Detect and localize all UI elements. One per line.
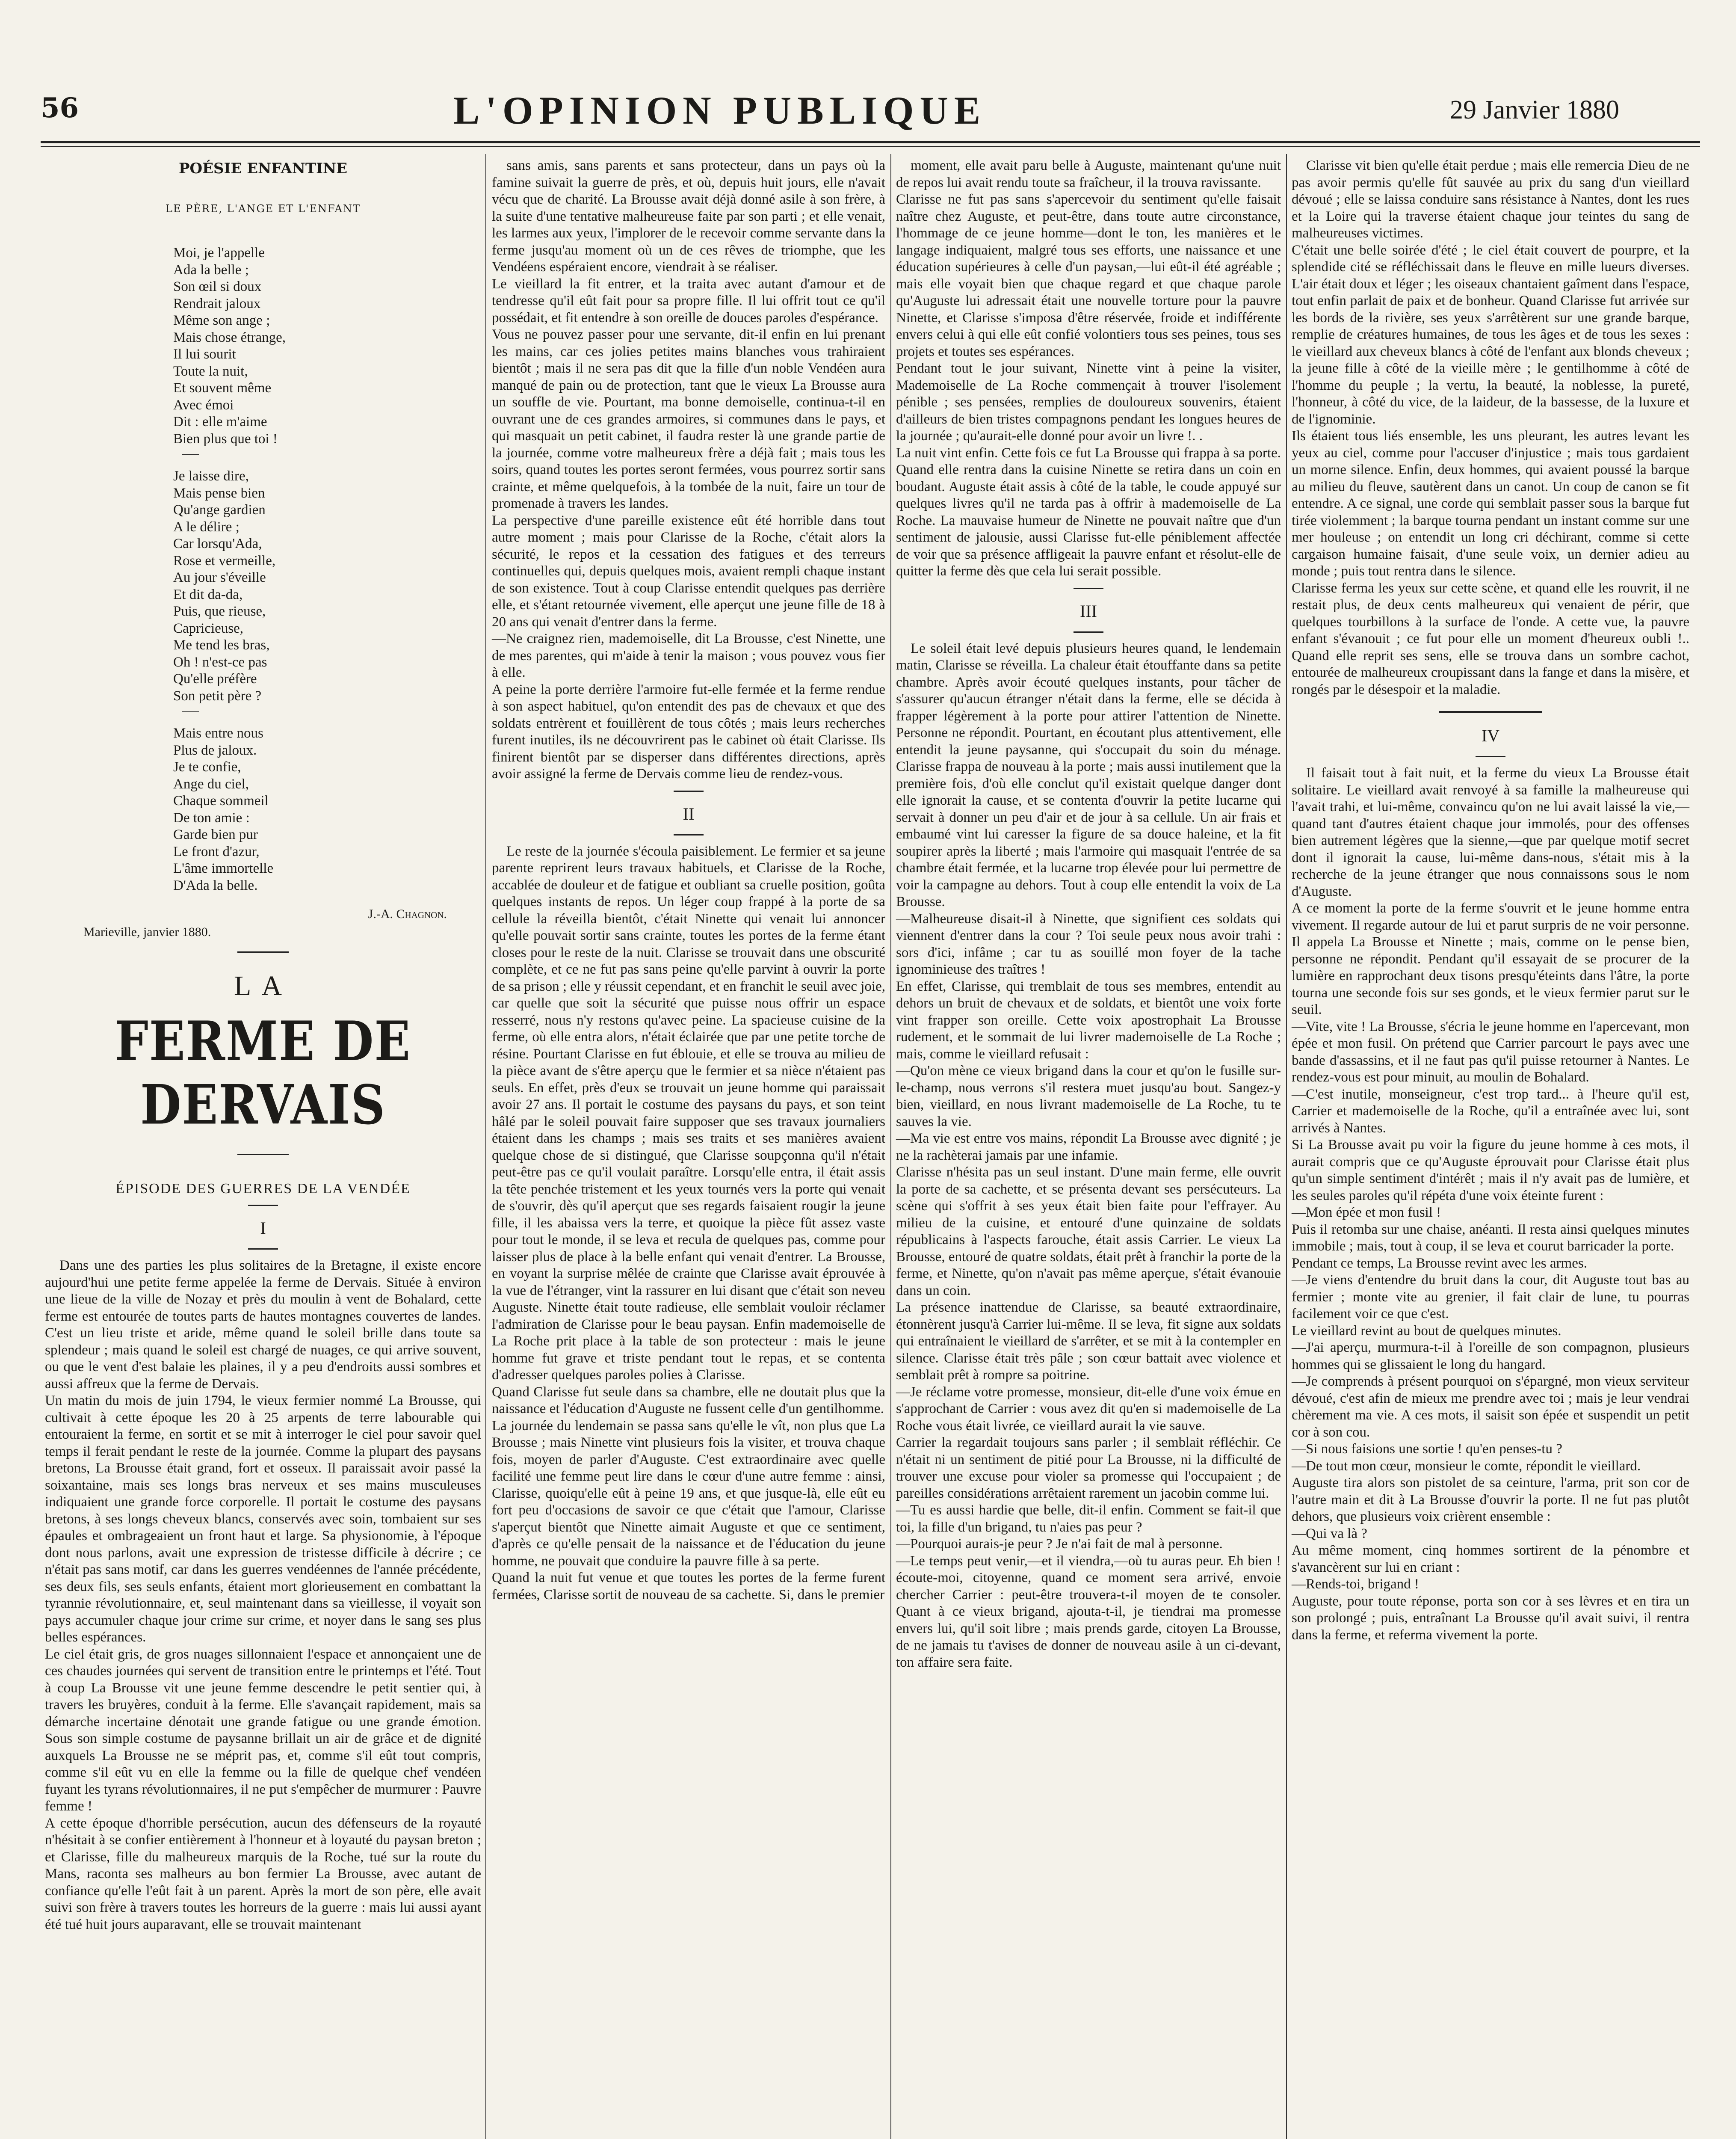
section-divider	[1074, 588, 1103, 589]
stanza-divider	[182, 454, 199, 455]
section-divider	[248, 1205, 278, 1206]
page-number: 56	[41, 92, 79, 124]
story-body-text: Le reste de la journée s'écoula paisiblement. Le fermier et sa jeune parente reprirent leurs travaux habituels, et Clarisse de la Roche, accablée de douleur et de fatigue et oubliant sa cruelle position, goûta quelques instants de repos. Un léger coup frappé à la porte de sa cellule la réveilla bientôt, c'était Ninette qui venait lui annoncer qu'elle pouvait sortir sans crainte, toutes les portes de la ferme étant closes pour le reste de la nuit. Clarisse se trouvait dans une obscurité complète, et ce ne fut pas sans peine qu'elle parvint à ouvrir la porte de sa prison ; elle y réussit cependant, et en franchit le seuil avec joie, car quelle que soit la sécurité que puisse nous offrir un espace resserré, nous n'y restons qu'avec peine. La spacieuse cuisine de la ferme, où elle entra alors, n'était éclairée que par une petite torche de résine. Pourtant Clarisse en fut éblouie, et elle se trouva au milieu de la pièce avant de s'être aperçu que le fermier et sa nièce n'étaient pas seuls. En effet, près d'eux se trouvait un jeune homme qui paraissait avoir 27 ans. Il portait le costume des paysans du pays, et son teint hâlé par le soleil pouvait faire supposer que ses travaux journaliers étaient dans les champs ; mais ses traits et ses manières avaient quelque chose de si distingué, que Clarisse soupçonna qu'il n'était peut-être pas ce qu'il voulait paraître. Lorsqu'elle entra, il était assis la tête penchée tristement et les yeux tournés vers la porte qui venait de s'ouvrir, dès qu'il aperçut que ses regards faisaient rougir la jeune fille, il les abaissa vers la terre, et quoique la pièce fût assez vaste pour tout le monde, il se leva et recula de quelques pas, comme pour laisser plus de place à la belle enfant qui venait d'entrer. La Brousse, en voyant la surprise mêlée de crainte que Clarisse avait éprouvée à la vue de l'étranger, vint la rassurer en lui disant que c'était son neveu Auguste. Ninette était toute radieuse, elle semblait vouloir réclamer l'admiration de Clarisse pour le beau paysan. Enfin mademoiselle de La Roche prit place à la table de son protecteur : mais le jeune homme fut grave et triste pendant tout le repas, et se contenta d'adresser quelques paroles polies à Clarisse. Quand Clarisse fut seule dans sa chambre, elle ne doutait plus que la naissance et l'éducation d'Auguste ne fussent celle d'un gentilhomme. La journée du lendemain se passa sans qu'elle le vît, non plus que La Brousse ; mais Ninette vint plusieurs fois la visiter, et trouva chaque fois, moyen de parler d'Auguste. C'est extraordinaire avec quelle facilité une femme peut lire dans le cœur d'une autre femme : ainsi, Clarisse, quoiqu'elle eût à peine 19 ans, et que jusque-là, elle eût eu fort peu d'occasions de savoir ce que c'était que l'amour, Clarisse s'aperçut bientôt que Ninette aimait Auguste et que ce sentiment, d'après ce qu'elle pensait de la naissance et de l'éducation du jeune homme, ne pouvait que conduire la pauvre fille à sa perte. Quand la nuit fut venue et que toutes les portes de la ferme furent fermées, Clarisse sortit de nouveau de sa cachette. Si, dans le premier	[492, 843, 885, 1603]
part-numeral: I	[260, 1218, 266, 1238]
ornamental-divider	[1439, 711, 1542, 713]
story-body-text: Dans une des parties les plus solitaires de la Bretagne, il existe encore aujourd'hui une petite ferme appelée la ferme de Dervais. Située à environ une lieue de la ville de Nozay et près du moulin à vent de Bohalard, cette ferme est entourée de toutes parts de hautes montagnes couvertes de landes. C'est un lieu triste et aride, même quand le soleil brille dans toute sa splendeur ; mais quand le soleil est chargé de nuages, ce qui arrive souvent, ou que le vent d'est balaie les plaines, il y a peu d'endroits aussi sombres et aussi affreux que la ferme de Dervais. Un matin du mois de juin 1794, le vieux fermier nommé La Brousse, qui cultivait à cette époque les 20 à 25 arpents de terre labourable qui entouraient la ferme, en sortit et se mit à interroger le ciel pour savoir quel temps il ferait pendant le reste de la journée. Comme la plupart des paysans bretons, La Brousse était grand, fort et osseux. Il paraissait avoir passé la soixantaine, mais ses longs bras nerveux et ses mains musculeuses indiquaient une grande force corporelle. Il portait le costume des paysans bretons, à ses longs cheveux blancs, conservés avec soin, tombaient sur ses épaules et ombrageaient un front haut et large. Sa physionomie, à l'époque dont nous parlons, avait une expression de tristesse difficile à décrire ; ce n'était pas sans motif, car dans les guerres vendéennes de l'année précédente, ses deux fils, ses seuls enfants, étaient mort glorieusement en combattant la tyrannie révolutionnaire, et, seul maintenant dans sa vieillesse, il voyait son pays accumuler chaque jour crime sur crime, et noyer dans le sang ses plus belles espérances. Le ciel était gris, de gros nuages sillonnaient l'espace et annonçaient une de ces chaudes journées qui servent de transition entre le printemps et l'été. Tout à coup La Brousse vit une jeune femme descendre le petit sentier qui, à travers les bruyères, conduit à la ferme. Elle s'avançait rapidement, mais sa démarche incertaine dénotait une grande fatigue ou une grande émotion. Sous son simple costume de paysanne brillait un air de grâce et de dignité auxquels La Brousse ne se méprit pas, et, comme s'il eût tout compris, comme s'il eût vu en elle la femme ou la fille de quelque chef vendéen fuyant les tyrans révolutionnaires, il ne put s'empêcher de murmurer : Pauvre femme ! A cette époque d'horrible persécution, aucun des défenseurs de la royauté n'hésitait à se confier entièrement à l'honneur et à loyauté du paysan breton ; et Clarisse, fille du malheureux marquis de la Roche, tué sur la route du Mans, raconta ses malheurs au bon fermier La Brousse, avec autant de confiance qu'elle l'eût fait à un parent. Après la mort de son père, elle avait suivi son frère à travers toutes les horreurs de la guerre : mais lui aussi ayant été tué huit jours auparavant, elle se trouvait maintenant	[45, 1258, 481, 1932]
column-4	[1292, 157, 1689, 2139]
column-rule	[485, 154, 486, 2139]
column-1	[45, 157, 481, 2139]
part-numeral: II	[683, 804, 695, 824]
poem-stanza: Je laisse dire, Mais pense bien Qu'ange gardien A le délire ; Car lorsqu'Ada, Rose et vermeille, Au jour s'éveille Et dit da-da, Puis, que rieuse, Capricieuse, Me tend les bras, Oh ! n'est-ce pas Qu'elle préfère Son petit père ?	[173, 468, 276, 704]
column-3	[896, 157, 1281, 2139]
story-article: LA	[234, 970, 292, 1001]
story-body-text: Le soleil était levé depuis plusieurs heures quand, le lendemain matin, Clarisse se réveilla. La chaleur était étouffante dans sa petite chambre. Après avoir écouté quelques instants, pour tâcher de s'assurer qu'aucun étranger n'était dans la ferme, elle se décida à frapper légèrement à la porte pour attirer l'attention de Ninette. Personne ne répondit. Pourtant, en écoutant plus attentivement, elle entendit la jeune paysanne, qui s'occupait du soin du ménage. Clarisse frappa de nouveau à la porte ; mais aussi inutilement que la première fois, d'où elle conclut qu'il existait quelque danger dont elle ignorait la cause, et se contenta d'ouvrir la petite lucarne qui servait à donner un peu d'air et de jour à sa cellule. Un air frais et embaumé vint lui caresser la figure de sa douce haleine, et la fit soupirer après la liberté ; mais l'armoire qui masquait l'entrée de sa chambre était fermée, et la lucarne trop élevée pour lui permettre de voir la campagne au dehors. Tout à coup elle entendit la voix de La Brousse. —Malheureuse disait-il à Ninette, que signifient ces soldats qui viennent d'entrer dans la cour ? Toi seule peux nous avoir trahi : sors d'ici, infâme ; car tu as souillé mon foyer de la tache ignominieuse des traîtres ! En effet, Clarisse, qui tremblait de tous ses membres, entendit au dehors un bruit de chevaux et de soldats, et bientôt une voix forte vint frapper son oreille. Cette voix apostrophait La Brousse rudement, et le sommait de lui livrer mademoiselle de La Roche ; mais, comme le vieillard refusait : —Qu'on mène ce vieux brigand dans la cour et qu'on le fusille sur-le-champ, nous verrons s'il restera muet jusqu'au bout. Sangez-y bien, vieillard, en nous livrant mademoiselle de La Roche, tu te sauves la vie. —Ma vie est entre vos mains, répondit La Brousse avec dignité ; je ne la rachèterai jamais par une infamie. Clarisse n'hésita pas un seul instant. D'une main ferme, elle ouvrit la porte de sa cachette, et se présenta devant ses persécuteurs. La scène qui s'offrit à ses yeux était bien faite pour l'effrayer. Au milieu de la cuisine, et entouré d'une quinzaine de soldats républicains à l'aspects farouche, était assis Carrier. Le vieux La Brousse, entouré de quatre soldats, était prêt à franchir la porte de la ferme, et Ninette, qu'on n'avait pas même aperçue, s'était évanouie dans un coin. La présence inattendue de Clarisse, sa beauté extraordinaire, étonnèrent jusqu'à Carrier lui-même. Il se leva, fit signe aux soldats qui entraînaient le vieillard de s'arrêter, et se mit à la contempler en silence. Clarisse était très pâle ; son cœur battait avec violence et semblait prêt à rompre sa poitrine. —Je réclame votre promesse, monsieur, dit-elle d'une voix émue en s'approchant de Carrier : vous avez dit qu'en si mademoiselle de La Roche vous était livrée, ce vieillard aurait la vie sauve. Carrier la regardait toujours sans parler ; il semblait réfléchir. Ce n'était ni un sentiment de pitié pour La Brousse, ni la difficulté de trouver une excuse pour violer sa promesse qui l'occupaient ; de pareilles considérations arrêtaient rarement un jacobin comme lui. —Tu es aussi hardie que belle, dit-il enfin. Comment se fait-il que toi, la fille d'un brigand, tu n'aies pas peur ? —Pourquoi aurais-je peur ? Je n'ai fait de mal à personne. —Le temps peut venir,—et il viendra,—où tu auras peur. Eh bien ! écoute-moi, citoyenne, quand ce moment sera arrivé, envoie chercher Carrier : peut-être trouvera-t-il moyen de te consoler. Quant à ce vieux brigand, ajouta-t-il, je tiendrai ma promesse envers lui, qu'il soit libre ; mais prends garde, citoyen La Brousse, de ne jamais tu t'avises de donner de nouveau asile à un ci-devant, ton affaire sera faite.	[896, 640, 1281, 1670]
story-body-text: moment, elle avait paru belle à Auguste, maintenant qu'une nuit de repos lui avait rendu toute sa fraîcheur, il la trouva ravissante. Clarisse ne fut pas sans s'apercevoir du sentiment qu'elle faisait naître chez Auguste, et peut-être, dans toute autre circonstance, l'hommage de ce jeune homme—dont le ton, les manières et le langage indiquaient, malgré tous ses efforts, une naissance et une éducation supérieures à celle d'un paysan,—lui eût-il été agréable ; mais elle voyait bien que chaque regard et que chaque parole qu'Auguste lui adressait était une nouvelle torture pour la pauvre Ninette, et Clarisse s'imposa d'être réservée, froide et indifférente envers celui à qui elle eût confié volontiers tous ses peines, tous ses projets et toutes ses espérances. Pendant tout le jour suivant, Ninette vint à peine la visiter, Mademoiselle de La Roche commençait à trouver l'isolement pénible ; ses pensées, remplies de douloureux souvenirs, étaient d'ailleurs de bien tristes compagnons pendant les longues heures de la journée ; qu'aurait-elle donné pour avoir un livre !. . La nuit vint enfin. Cette fois ce fut La Brousse qui frappa à sa porte. Quand elle rentra dans la cuisine Ninette se retira dans un coin en boudant. Auguste était assis à côté de la table, le coude appuyé sur quelques livres qu'il ne tarda pas à offrir à mademoiselle de La Roche. La mauvaise humeur de Ninette ne pouvait naître que d'un sentiment de jalousie, aussi Clarisse fut-elle péniblement affectée de voir que sa présence affligeait la pauvre enfant et résolut-elle de quitter la ferme dès que cela lui serait possible.	[896, 158, 1281, 579]
poem-stanza: Moi, je l'appelle Ada la belle ; Son œil si doux Rendrait jaloux Même son ange ; Mais chose étrange, Il lui sourit Toute la nuit, Et souvent même Avec émoi Dit : elle m'aime Bien plus que toi !	[173, 245, 286, 447]
story-body-text: sans amis, sans parents et sans protecteur, dans un pays où la famine suivait la guerre de près, et où, depuis huit jours, elle n'avait vécu que de charité. La Brousse avait déjà donné asile à son frère, à la suite d'une tentative malheureuse faite par son parti ; et elle venait, les larmes aux yeux, l'implorer de le recevoir comme servante dans la ferme jusqu'au moment où un de ces rêves de triomphe, que les Vendéens espéraient encore, viendrait à se réaliser. Le vieillard la fit entrer, et la traita avec autant d'amour et de tendresse qu'il eût fait pour sa propre fille. Il lui offrit tout ce qu'il possédait, et fit entendre à son oreille de douces paroles d'espérance. Vous ne pouvez passer pour une servante, dit-il enfin en lui prenant les mains, car ces jolies petites mains blanches vous trahiraient bientôt ; mais il ne sera pas dit que la fille d'un noble Vendéen aura manqué de pain ou de protection, tant que le vieux La Brousse aura un souffle de vie. Pourtant, ma bonne demoiselle, continua-t-il en ouvrant une de ces grandes armoires, si communes dans le pays, et qui masquait un petit cabinet, il faudra rester là une grande partie de la journée, comme votre malheureux frère a déjà fait ; mais tous les soirs, quand toutes les portes seront fermées, vous pourrez sortir sans crainte, et même quelquefois, à la tombée de la nuit, faire un tour de promenade à travers les landes. La perspective d'une pareille existence eût été horrible dans tout autre moment ; mais pour Clarisse de la Roche, c'était alors la sécurité, le repos et la cessation des fatigues et des terreurs continuelles qui, depuis quelques mois, avaient rempli chaque instant de son existence. Tout à coup Clarisse entendit quelques pas derrière elle, et s'étant retournée vivement, elle aperçut une jeune fille de 18 à 20 ans qui venait d'entrer dans la ferme. —Ne craignez rien, mademoiselle, dit La Brousse, c'est Ninette, une de mes parentes, qui m'aide à tenir la maison ; vous pouvez vous fier à elle. A peine la porte derrière l'armoire fut-elle fermée et la ferme rendue à son aspect habituel, qu'on entendit des pas de chevaux et que des soldats entrèrent et fouillèrent de tous côtés ; mais leurs recherches furent inutiles, ils ne découvrirent pas le cabinet où était Clarisse. Ils finirent bientôt par se disperser dans différentes directions, après avoir assigné la ferme de Dervais comme lieu de rendez-vous.	[492, 158, 885, 782]
story-subtitle: ÉPISODE DES GUERRES DE LA VENDÉE	[115, 1181, 411, 1197]
poem-signature: J.-A. Chagnon.	[368, 907, 447, 921]
section-divider	[237, 1154, 289, 1155]
header-rule	[41, 141, 1700, 143]
story-body-text: Clarisse vit bien qu'elle était perdue ; mais elle remercia Dieu de ne pas avoir permis qu'elle fût sauvée au prix du sang d'un vieillard dévoué ; elle se laissa conduire sans résistance à Nantes, dont les rues et la Loire qui la traverse étaient chaque jour teintes du sang de malheureuses victimes. C'était une belle soirée d'été ; le ciel était couvert de pourpre, et la splendide cité se réfléchissait dans le fleuve en mille lueurs diverses. L'air était doux et léger ; les oiseaux chantaient gaîment dans l'espace, tout enfin parlait de paix et de bonheur. Quand Clarisse fut arrivée sur les bords de la rivière, ses yeux s'arrêtèrent sur une grande barque, remplie de créatures humaines, de tous les âges et de tous les sexes : le vieillard aux cheveux blancs à côté de l'enfant aux blonds cheveux ; la jeune fille à côté de la vieille mère ; le gentilhomme à côté de l'homme du peuple ; la vertu, la beauté, la noblesse, la pureté, l'honneur, à côté du vice, de la laideur, de la bassesse, de la luxure et de l'ignominie. Ils étaient tous liés ensemble, les uns pleurant, les autres levant les yeux au ciel, comme pour l'accuser d'injustice ; mais tous gardaient un morne silence. Enfin, deux hommes, qui avaient poussé la barque au milieu du fleuve, sautèrent dans un canot. Un coup de canon se fit entendre. A ce signal, une corde qui semblait passer sous la barque fut tirée violemment ; la barque tourna pendant un instant comme sur une mer houleuse ; on entendit un long cri déchirant, comme si cette cargaison humaine faisait, d'une seule voix, un dernier adieu au monde ; puis tout rentra dans le silence. Clarisse ferma les yeux sur cette scène, et quand elle les rouvrit, il ne restait plus, de deux cents malheureux qui venaient de périr, que quelques tourbillons à la surface de l'onde. A cette vue, la pauvre enfant s'évanouit ; ce fut pour elle un moment d'heureux oubli !.. Quand elle reprit ses sens, elle se trouva dans un sombre cachot, entourée de malheureux croupissant dans la fange et dans la misère, et rongés par le désespoir et la maladie.	[1292, 158, 1689, 697]
column-rule	[1286, 154, 1287, 2139]
story-title: FERME DE DERVAIS	[115, 1009, 411, 1137]
header-rule-thin	[41, 146, 1700, 147]
poem-heading: POÉSIE ENFANTINE	[178, 160, 348, 177]
issue-date: 29 Janvier 1880	[1450, 95, 1620, 124]
section-divider	[674, 791, 704, 792]
part-numeral: IV	[1481, 726, 1500, 745]
section-divider	[1476, 756, 1505, 757]
poem-stanza: Mais entre nous Plus de jaloux. Je te confie, Ange du ciel, Chaque sommeil De ton amie : Garde bien pur Le front d'azur, L'âme immortelle D'Ada la belle.	[173, 726, 274, 893]
part-numeral: III	[1080, 601, 1097, 621]
poem-subtitle: LE PÈRE, L'ANGE ET L'ENFANT	[166, 203, 361, 215]
poem-place-date: Marieville, janvier 1880.	[83, 925, 211, 939]
stanza-divider	[182, 711, 199, 712]
column-2	[492, 157, 885, 2139]
section-divider	[1074, 631, 1103, 633]
column-rule	[890, 154, 891, 2139]
story-body-text: Il faisait tout à fait nuit, et la ferme du vieux La Brousse était solitaire. Le vieillard avait renvoyé à sa famille la malheureuse qui l'avait trahi, et lui-même, convaincu qu'on ne lui avait laissé la vie,—quand tant d'autres étaient chaque jour immolés, pour des offenses bien autrement légères que la sienne,—que par quelque motif secret dont il ignorait la cause, lui-même dans-nous, s'était mis à la recherche de la jeune étranger que nous connaissons sous le nom d'Auguste. A ce moment la porte de la ferme s'ouvrit et le jeune homme entra vivement. Il regarde autour de lui et parut surpris de ne voir personne. Il appela La Brousse et Ninette ; mais, comme on le pense bien, personne ne répondit. Pendant qu'il essayait de se procurer de la lumière en rapprochant deux tisons presqu'éteints dans l'âtre, la porte tourna une seconde fois sur ses gonds, et le vieux fermier parut sur le seuil. —Vite, vite ! La Brousse, s'écria le jeune homme en l'apercevant, mon épée et mon fusil. On prétend que Carrier parcourt le pays avec une bande d'assassins, et il ne faut pas qu'il puisse retourner à Nantes. Le rendez-vous est pour minuit, au moulin de Bohalard. —C'est inutile, monseigneur, c'est trop tard... à l'heure qu'il est, Carrier et mademoiselle de la Roche, qu'il a entraînée avec lui, sont arrivés à Nantes. Si La Brousse avait pu voir la figure du jeune homme à ces mots, il aurait compris que ce qu'Auguste éprouvait pour Clarisse était plus qu'un simple sentiment d'intérêt ; mais il n'y avait pas de lumière, et les seules paroles qu'il répéta d'une voix éteinte furent : —Mon épée et mon fusil ! Puis il retomba sur une chaise, anéanti. Il resta ainsi quelques minutes immobile ; mais, tout à coup, il se leva et courut barricader la porte. Pendant ce temps, La Brousse revint avec les armes. —Je viens d'entendre du bruit dans la cour, dit Auguste tout bas au fermier ; monte vite au grenier, il fait clair de lune, tu pourras facilement voir ce que c'est. Le vieillard revint au bout de quelques minutes. —J'ai aperçu, murmura-t-il à l'oreille de son compagnon, plusieurs hommes qui se glissaient le long du hangard. —Je comprends à présent pourquoi on s'épargné, mon vieux serviteur dévoué, c'est afin de mieux me prendre avec toi ; mais je leur vendrai chèrement ma vie. A ces mots, il saisit son épée et suspendit un petit cor à son cou. —Si nous faisions une sortie ! qu'en penses-tu ? —De tout mon cœur, monsieur le comte, répondit le vieillard. Auguste tira alors son pistolet de sa ceinture, l'arma, prit son cor de l'autre main et dit à La Brousse d'ouvrir la porte. Il ne fut pas plutôt dehors, que plusieurs voix crièrent ensemble : —Qui va là ? Au même moment, cinq hommes sortirent de la pénombre et s'avancèrent sur lui en criant : —Rends-toi, brigand ! Auguste, pour toute réponse, porta son cor à ses lèvres et en tira un son prolongé ; puis, entraînant La Brousse qu'il avait suivi, il rentra dans la ferme, et referma vivement la porte.	[1292, 765, 1689, 1643]
masthead-title: L'OPINION PUBLIQUE	[453, 89, 987, 132]
section-divider	[237, 951, 289, 953]
section-divider	[674, 834, 704, 835]
section-divider	[248, 1248, 278, 1250]
